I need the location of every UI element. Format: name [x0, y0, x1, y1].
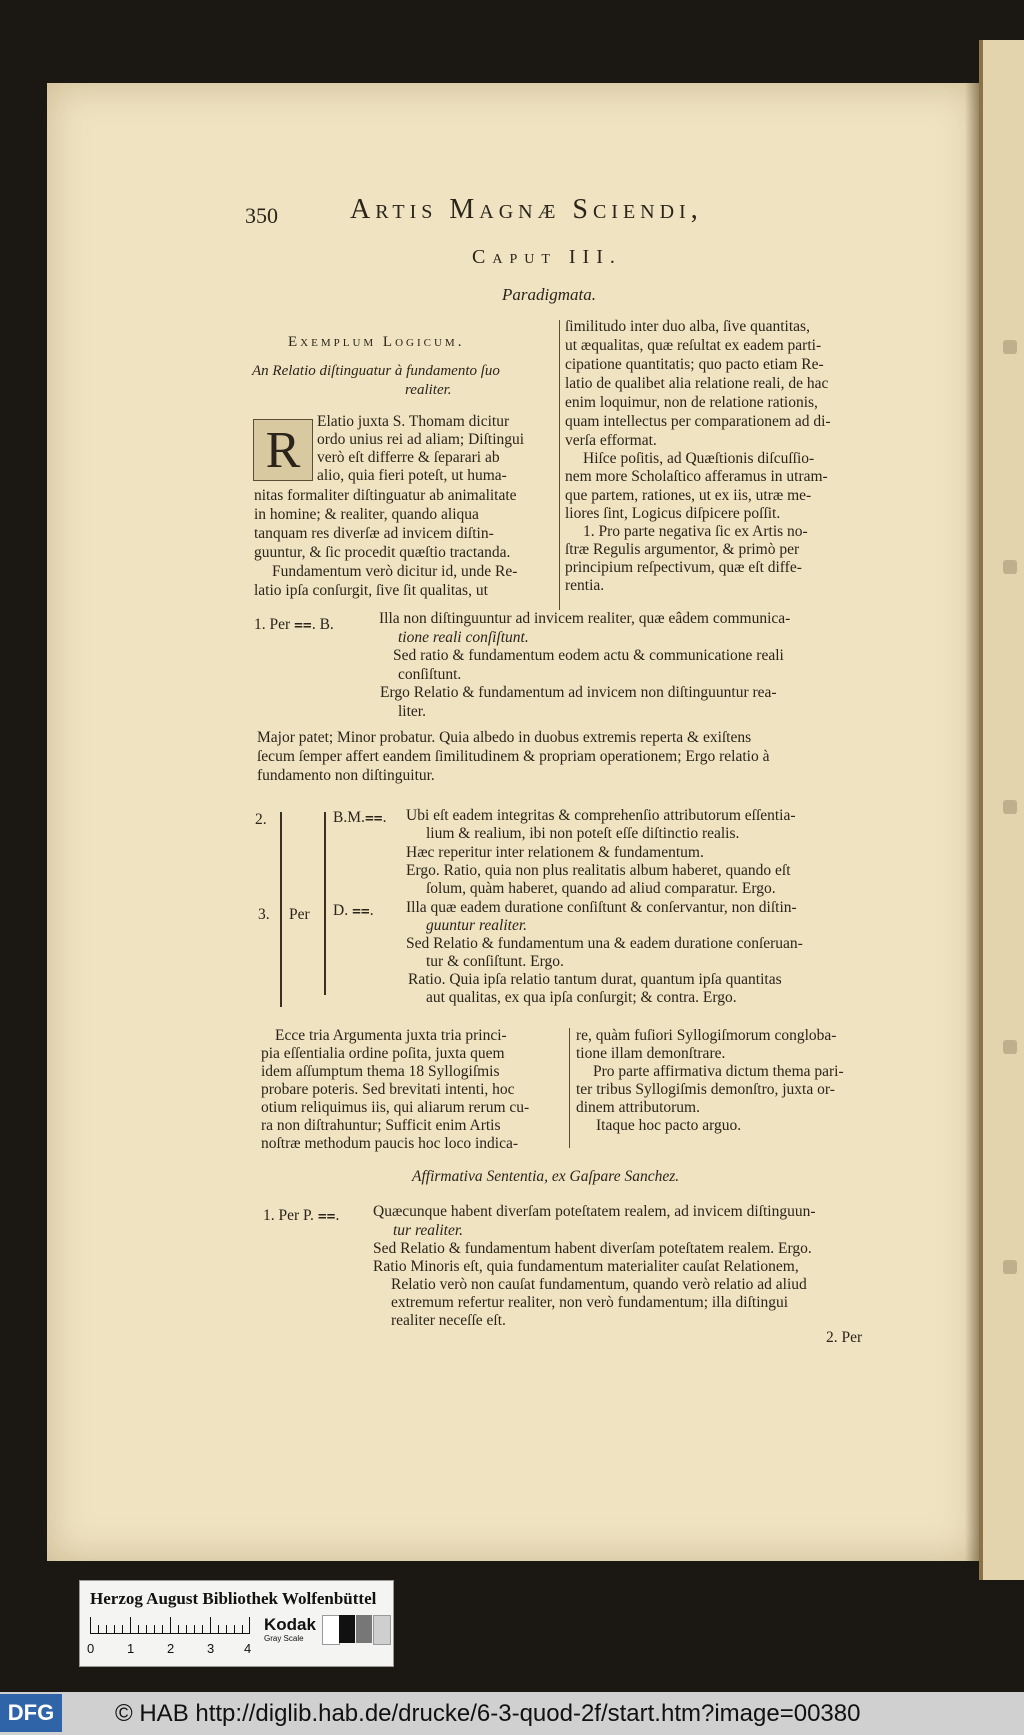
text-line: latio de qualibet alia relatione reali, de hac: [565, 375, 829, 392]
text-line: verò eſt differre & ſeparari ab: [317, 449, 500, 466]
text-line: nitas formaliter diſtinguatur ab animalitate: [254, 487, 517, 504]
text-line: tione illam demonſtrare.: [576, 1045, 726, 1062]
color-target-card: [79, 1580, 394, 1667]
syllogism-label: D. ⩵.: [333, 902, 374, 919]
syllogism-line: tur & conſiſtunt. Ergo.: [426, 953, 564, 970]
text-line: guuntur, & ſic procedit quæſtio tractanda.: [254, 544, 511, 561]
text-line: in homine; & realiter, quando aliqua: [254, 506, 479, 523]
syllogism-line: conſiſtunt.: [398, 666, 462, 683]
syllogism-line: ſolum, quàm haberet, quando ad aliud comparatur. Ergo.: [426, 880, 776, 897]
text-line: otium reliquimus iis, qui aliarum rerum cu-: [261, 1099, 530, 1116]
syllogism-line: Sed ratio & fundamentum eodem actu & communicatione reali: [393, 647, 784, 664]
text-line: Major patet; Minor probatur. Quia albedo in duobus extremis reperta & exiſtens: [257, 729, 752, 746]
gray-patch: [339, 1615, 355, 1643]
syllogism-label: B.M.⩵.: [333, 809, 387, 826]
ruler-number: 2: [167, 1641, 175, 1656]
text-line: pia eſſentialia ordine poſita, juxta quem: [261, 1045, 505, 1062]
dfg-logo: DFG: [0, 1694, 62, 1732]
syllogism-line: tur realiter.: [393, 1222, 464, 1239]
syllogism-line: Hæc reperitur inter relationem & fundamentum.: [406, 844, 704, 861]
text-line: verſa efformat.: [565, 432, 657, 449]
text-line: ſtræ Regulis argumentor, & primò per: [565, 541, 800, 558]
syllogism-line: realiter neceſſe eſt.: [391, 1312, 506, 1329]
chapter-title: Caput III.: [472, 246, 622, 268]
text-line: cipatione quantitatis; quo pacto etiam Re-: [565, 356, 824, 373]
text-line: ſecum ſemper affert eandem ſimilitudinem & propriam operationem; Ergo relatio à: [257, 748, 770, 765]
text-line: Hiſce poſitis, ad Quæſtionis diſcuſſio-: [583, 450, 815, 467]
question-line: An Relatio diſtinguatur à fundamento ſuo: [252, 363, 500, 379]
text-line: tanquam res diverſæ ad invicem diſtin-: [254, 525, 494, 542]
gray-scale-label: Gray Scale: [264, 1634, 304, 1643]
syllogism-line: lium & realium, ibi non poteſt eſſe diſtinctio realis.: [426, 825, 740, 842]
text-line: Ecce tria Argumenta juxta tria princi-: [275, 1027, 507, 1044]
gray-patch: [356, 1615, 372, 1643]
syllogism-line: liter.: [398, 703, 426, 720]
syllogism-line: Quæcunque habent diverſam poteſtatem realem, ad invicem diſtinguun-: [373, 1203, 816, 1220]
question-line: realiter.: [405, 382, 452, 398]
text-line: dinem attributorum.: [576, 1099, 700, 1116]
section-subtitle: Paradigmata.: [502, 285, 596, 304]
section-heading: Affirmativa Sententia, ex Gaſpare Sanchez.: [412, 1168, 680, 1185]
text-line: enim loquimur, non de relatione rationis,: [565, 394, 818, 411]
syllogism-label: 1. Per P. ⩵.: [263, 1207, 340, 1224]
ruler: [90, 1617, 250, 1634]
syllogism-number: 2.: [255, 811, 267, 828]
text-line: 1. Pro parte negativa ſic ex Artis no-: [583, 523, 808, 540]
text-line: probare poteris. Sed brevitati intenti, hoc: [261, 1081, 515, 1098]
text-line: ſimilitudo inter duo alba, ſive quantitas,: [565, 318, 810, 335]
syllogism-line: Sed Relatio & fundamentum una & eadem duratione conſeruan-: [406, 935, 803, 952]
text-line: alio, quia fieri poteſt, ut huma-: [317, 467, 507, 484]
kodak-label: Kodak: [264, 1615, 316, 1634]
facing-page-edge: [979, 40, 1024, 1580]
ruler-number: 1: [127, 1641, 135, 1656]
running-title: Artis Magnæ Sciendi,: [350, 194, 703, 225]
gray-patch: [373, 1615, 391, 1645]
ruler-number: 3: [207, 1641, 215, 1656]
syllogism-line: Ratio. Quia ipſa relatio tantum durat, quantum ipſa quantitas: [408, 971, 782, 988]
text-line: ut æqualitas, quæ reſultat ex eadem parti-: [565, 337, 822, 354]
syllogism-line: extremum refertur realiter, non verò fundamentum; illa diſtingui: [391, 1294, 789, 1311]
text-line: Pro parte affirmativa dictum thema pari-: [593, 1063, 844, 1080]
syllogism-line: tione reali conſiſtunt.: [398, 629, 529, 646]
text-line: principium reſpectivum, quæ eſt diffe-: [565, 559, 802, 576]
text-line: Itaque hoc pacto arguo.: [596, 1117, 742, 1134]
text-line: ordo unius rei ad aliam; Diſtingui: [317, 431, 525, 448]
syllogism-label: 1. Per ⩵. B.: [254, 616, 334, 633]
text-line: ter tribus Syllogiſmis demonſtro, juxta or-: [576, 1081, 835, 1098]
syllogism-line: Ergo Relatio & fundamentum ad invicem non diſtinguuntur rea-: [380, 684, 777, 701]
column-rule: [569, 1028, 570, 1148]
text-line: que partem, rationes, ut ex iis, utræ me-: [565, 487, 812, 504]
syllogism-line: Ratio Minoris eſt, quia fundamentum materialiter cauſat Relationem,: [373, 1258, 799, 1275]
per-label: Per: [289, 906, 310, 923]
syllogism-line: Illa quæ eadem duratione conſiſtunt & conſervantur, non diſtin-: [406, 899, 797, 916]
syllogism-line: Relatio verò non cauſat fundamentum, quando verò relatio ad aliud: [391, 1276, 807, 1293]
syllogism-line: guuntur realiter.: [426, 917, 528, 934]
copyright-link[interactable]: © HAB http://diglib.hab.de/drucke/6-3-quod-2f/start.htm?image=00380: [115, 1700, 861, 1727]
syllogism-line: Sed Relatio & fundamentum habent diverſam poteſtatem realem. Ergo.: [373, 1240, 812, 1257]
text-line: latio ipſa conſurgit, ſive ſit qualitas, ut: [254, 582, 488, 599]
text-line: Fundamentum verò dicitur id, unde Re-: [272, 563, 518, 580]
ruler-number: 4: [244, 1641, 252, 1656]
text-line: noſtræ methodum paucis hoc loco indica-: [261, 1135, 518, 1152]
text-line: liores ſint, Logicus diſpicere poſſit.: [565, 505, 781, 522]
text-line: ra non diſtrahuntur; Sufficit enim Artis: [261, 1117, 501, 1134]
text-line: re, quàm fuſiori Syllogiſmorum congloba-: [576, 1027, 837, 1044]
syllogism-line: Ubi eſt eadem integritas & comprehenſio attributorum eſſentia-: [406, 807, 796, 824]
text-line: rentia.: [565, 577, 605, 594]
column-rule: [559, 320, 560, 610]
gray-patch: [322, 1615, 340, 1645]
left-heading: Exemplum Logicum.: [288, 334, 465, 350]
drop-cap-initial: R: [253, 419, 313, 481]
page-number: 350: [245, 203, 278, 228]
ruler-number: 0: [87, 1641, 95, 1656]
text-line: quam intellectus per comparationem ad di-: [565, 413, 831, 430]
catchword: 2. Per: [826, 1329, 863, 1346]
text-line: idem aſſumptum thema 18 Syllogiſmis: [261, 1063, 500, 1080]
brace-left: [272, 812, 282, 1007]
syllogism-line: Ergo. Ratio, quia non plus realitatis album haberet, quando eſt: [406, 862, 791, 879]
syllogism-number: 3.: [258, 906, 270, 923]
syllogism-line: Illa non diſtinguuntur ad invicem realiter, quæ eâdem communica-: [379, 610, 791, 627]
text-line: fundamento non diſtinguitur.: [257, 767, 435, 784]
text-line: Elatio juxta S. Thomam dicitur: [317, 413, 510, 430]
syllogism-line: aut qualitas, ex qua ipſa conſurgit; & contra. Ergo.: [426, 989, 737, 1006]
text-line: nem more Scholaſtico afferamus in utram-: [565, 468, 828, 485]
library-name: Herzog August Bibliothek Wolfenbüttel: [90, 1589, 377, 1608]
